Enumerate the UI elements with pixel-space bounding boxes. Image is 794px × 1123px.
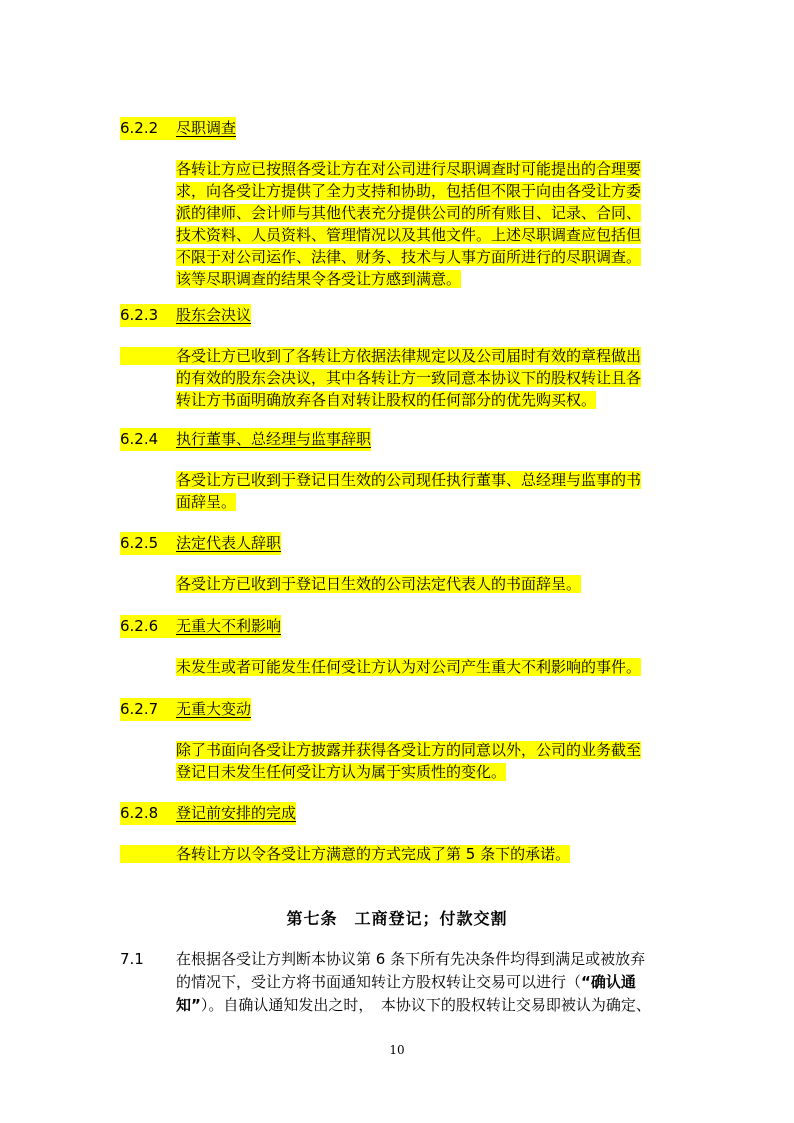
body-line: 未发生或者可能发生任何受让方认为对公司产生重大不利影响的事件。 (176, 658, 642, 676)
body-line: 各转让方应已按照各受让方在对公司进行尽职调查时可能提出的合理要 (176, 160, 642, 178)
body-line: 除了书面向各受让方披露并获得各受让方的同意以外，公司的业务截至 (176, 741, 642, 759)
body-line: 求，向各受让方提供了全力支持和协助，包括但不限于向由各受让方委 (176, 182, 642, 200)
body-line: 的有效的股东会决议，其中各转让方一致同意本协议下的股权转让且各 (176, 369, 642, 387)
section-body-6-2-8 (120, 843, 570, 865)
section-body-6-2-6 (176, 656, 641, 678)
section-number: 6.2.8 (120, 802, 176, 825)
section-heading-6-2-6 (120, 615, 281, 638)
clause-text-fragment: ）。自确认通知发出之时， 本协议下的股权转让交易即被认为确定、 (200, 996, 651, 1014)
section-body-6-2-3 (120, 345, 641, 411)
section-number: 6.2.7 (120, 698, 176, 721)
defined-term: 知” (176, 996, 201, 1014)
body-line: 技术资料、人员资料、管理情况以及其他文件。上述尽职调查应包括但 (176, 226, 642, 244)
section-title: 无重大变动 (176, 698, 251, 721)
section-heading-6-2-4 (120, 428, 371, 451)
clause-line (176, 971, 651, 994)
body-line: 各受让方已收到于登记日生效的公司现任执行董事、总经理与监事的书 (176, 471, 642, 489)
section-heading-6-2-8 (120, 802, 296, 825)
page-number: 10 (389, 1043, 405, 1057)
section-body-6-2-5 (176, 573, 581, 595)
section-number: 6.2.4 (120, 428, 176, 451)
body-line: 不限于对公司运作、法律、财务、技术与人事方面所进行的尽职调查。 (176, 248, 642, 266)
section-title: 执行董事、总经理与监事辞职 (176, 428, 371, 451)
clause-line: 在根据各受让方判断本协议第 6 条下所有先决条件均得到满足或被放弃 (176, 950, 646, 968)
section-title: 法定代表人辞职 (176, 532, 281, 555)
section-title: 股东会决议 (176, 304, 251, 327)
section-heading-6-2-5 (120, 532, 281, 555)
body-line: 该等尽职调查的结果令各受让方感到满意。 (176, 270, 462, 288)
defined-term: “确认通 (581, 973, 636, 991)
section-title: 尽职调查 (176, 117, 236, 140)
section-body-6-2-2 (176, 158, 641, 290)
body-line: 面辞呈。 (176, 493, 237, 511)
body-line: 各转让方以令各受让方满意的方式完成了第 5 条下的承诺。 (120, 845, 570, 863)
article-title: 第七条 工商登记；付款交割 (286, 909, 508, 928)
clause-line (176, 994, 651, 1017)
clause-number: 7.1 (120, 950, 144, 968)
body-line: 各受让方已收到于登记日生效的公司法定代表人的书面辞呈。 (176, 575, 582, 593)
section-number: 6.2.2 (120, 117, 176, 140)
section-body-6-2-7 (176, 739, 641, 783)
clause-text-fragment: 的情况下，受让方将书面通知转让方股权转让交易可以进行（ (176, 973, 582, 991)
section-number: 6.2.5 (120, 532, 176, 555)
clause-body (176, 948, 651, 1017)
section-title: 登记前安排的完成 (176, 802, 296, 825)
body-line: 各受让方已收到了各转让方依据法律规定以及公司届时有效的章程做出 (120, 347, 641, 365)
body-line: 登记日未发生任何受让方认为属于实质性的变化。 (176, 763, 507, 781)
section-body-6-2-4 (176, 469, 641, 513)
section-heading-6-2-2 (120, 117, 236, 140)
body-line: 转让方书面明确放弃各自对转让股权的任何部分的优先购买权。 (176, 391, 597, 409)
section-title: 无重大不利影响 (176, 615, 281, 638)
section-number: 6.2.3 (120, 304, 176, 327)
section-heading-6-2-7 (120, 698, 251, 721)
body-line: 派的律师、会计师与其他代表充分提供公司的所有账目、记录、合同、 (176, 204, 642, 222)
section-heading-6-2-3 (120, 304, 251, 327)
section-number: 6.2.6 (120, 615, 176, 638)
